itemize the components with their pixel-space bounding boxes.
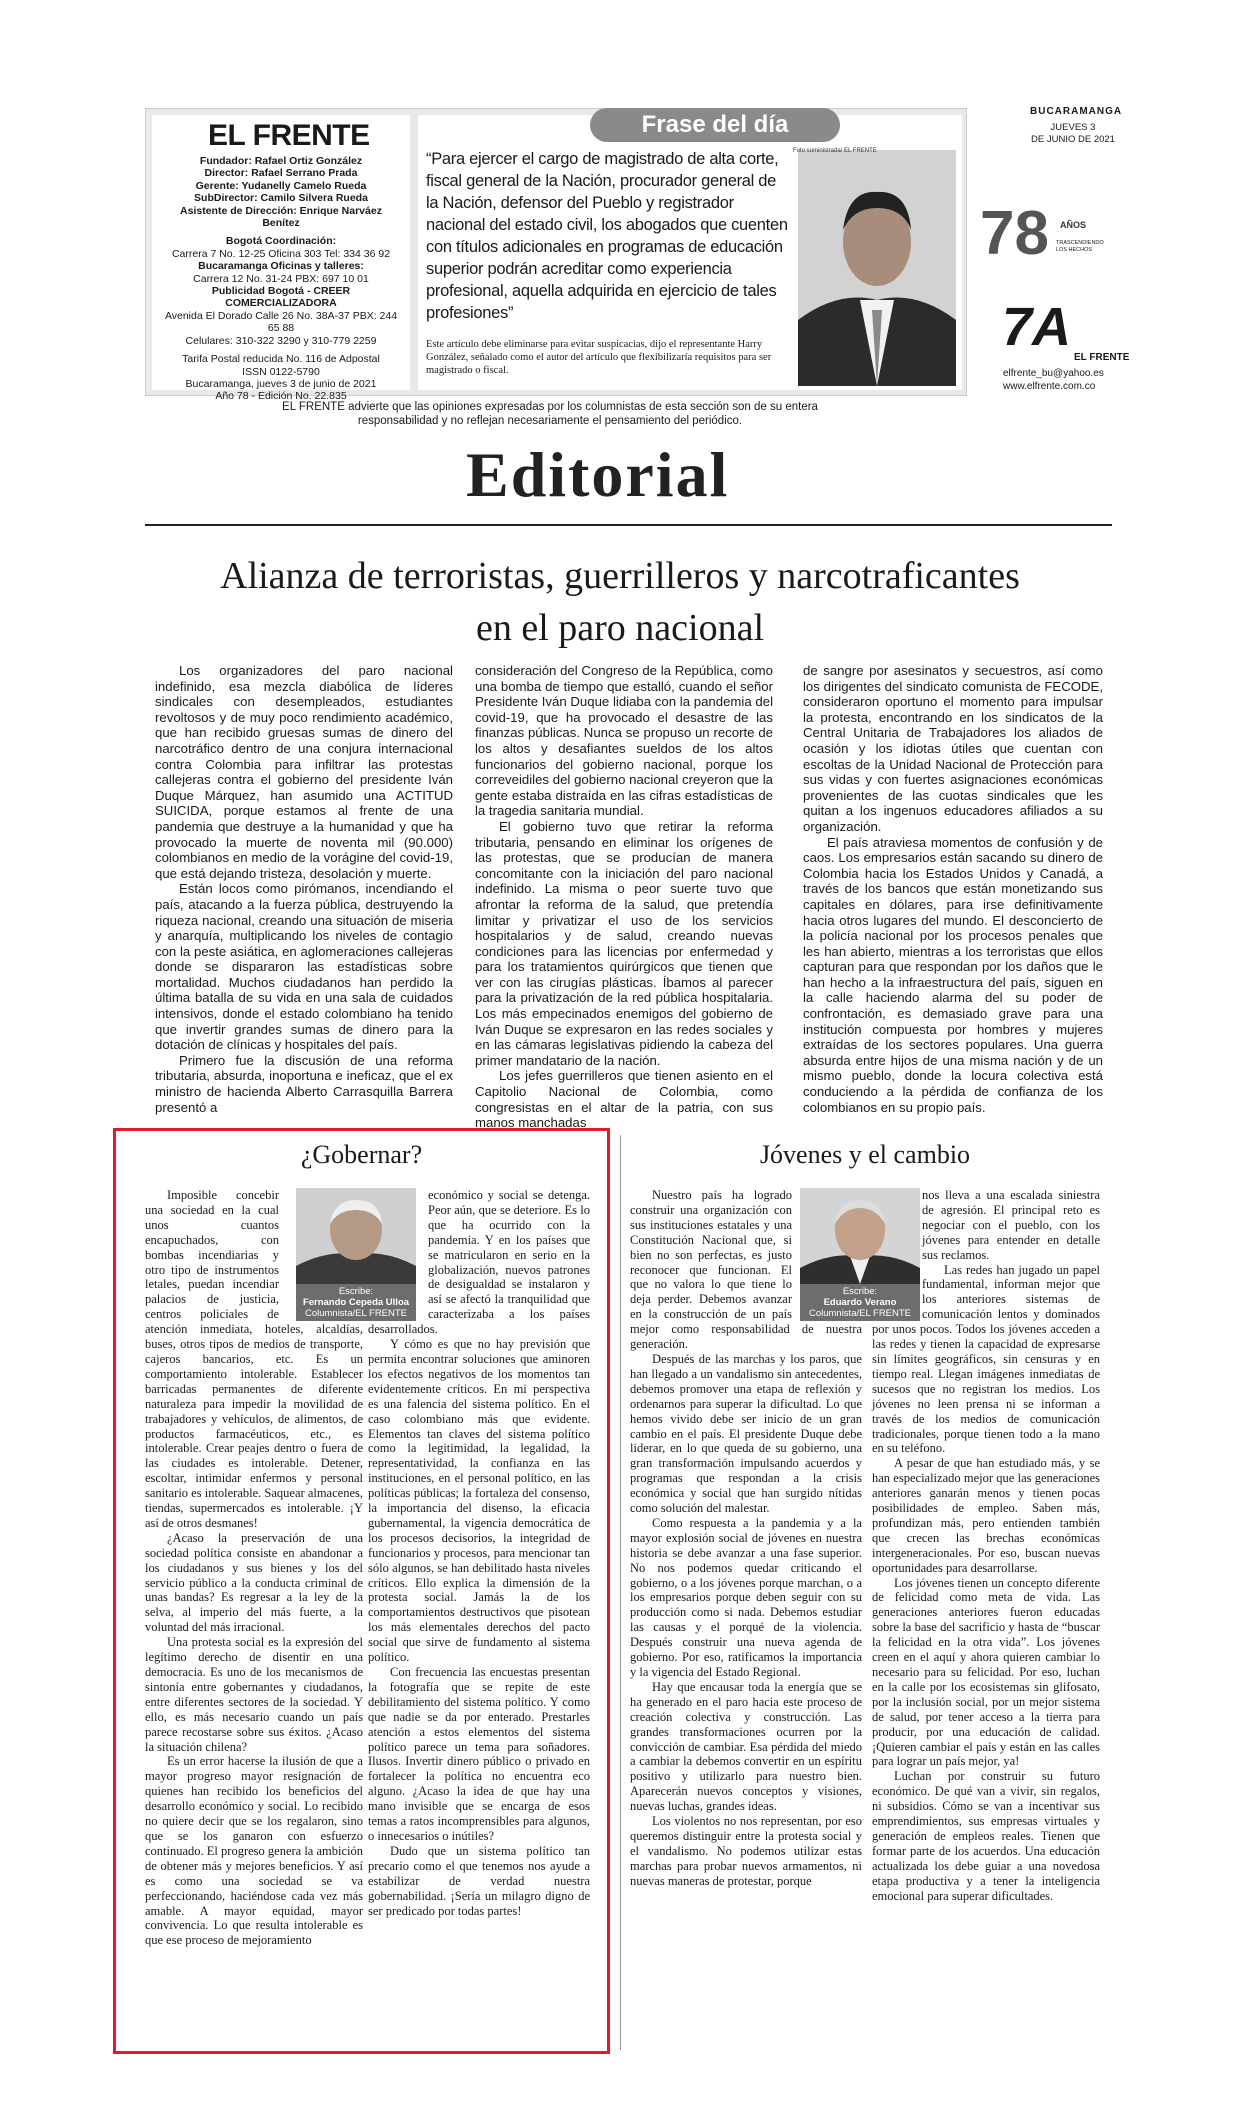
paragraph: Están locos como pirómanos, incendiando el país, atacando a la fuerza pública, destruyendo la riqueza nacional, creando una situación de miseria y anarquía, multiplicando los niveles de contagio con la peste asiática, en aglomeraciones callejeras donde se dispararon las estadísticas sobre mortalidad. Muchos ciudadanos han perdido la última batalla de su vida en una sala de cuidados intensivos, donde el estado colombiano ha tenido que invertir grandes sumas de dinero para la dotación de clínicas y hospitales del país. (155, 881, 453, 1053)
frase-quote: “Para ejercer el cargo de magistrado de alta corte, fiscal general de la Nación, procurador general de la Nación, defensor del Pueblo y registrador nacional del estado civil, los abogados que cuenten con títulos adicionales en programas de educación superior podrán acreditar como experiencia profesional, aquella adquirida en ejercicio de tales profesiones” (426, 150, 788, 322)
meta-line: Bucaramanga, jueves 3 de junio de 2021 (185, 377, 377, 390)
office-line: Avenida El Dorado Calle 26 No. 38A-37 PBX: 244 65 88 (164, 309, 398, 335)
paragraph: consideración del Congreso de la República, como una bomba de tiempo que estalló, cuando el señor Presidente Iván Duque lidiaba con la pandemia del covid-19, que ha provocado el desastre de las finanzas públicas. Nunca se propuso un recorte de los altos y desafiantes sueldos de los altos funcionarios del gobierno nacional, porque los correveidiles del gobierno nacional creyeron que la gente estaba distraída en las cifras estadísticas de la tragedia sanitaria mundial. (475, 663, 773, 819)
column-title: ¿Gobernar? (300, 1140, 423, 1169)
meta-line: Año 78 - Edición No. 22.835 (215, 390, 347, 403)
masthead-info (152, 115, 410, 403)
paragraph: Primero fue la discusión de una reforma tributaria, absurda, inoportuna e ineficaz, que el ex ministro de hacienda Alberto Carrasquilla Barrera presentó a (155, 1052, 453, 1115)
paragraph: ¿Acaso la preservación de una sociedad política consiste en abandonar a los ciudadanos y sus bienes y los del servicio público a la conducta criminal de unas bandas? Es regresar a la ley de la selva, al imperio del más fuerte, a la voluntad del más irracional. (145, 1530, 363, 1635)
staff-line: Gerente: Yudanelly Camelo Rueda (195, 179, 367, 192)
section-title: Editorial (466, 439, 730, 510)
frase-title: Frase del día (590, 108, 840, 142)
anniversary-word: AÑOS (1060, 220, 1087, 230)
office-line: Publicidad Bogotá - CREER COMERCIALIZADORA (211, 285, 351, 310)
paragraph: Los jefes guerrilleros que tienen asiento en el Capitolio Nacional de Colombia, como congresistas en el altar de la patria, con sus manos manchadas (475, 1068, 773, 1131)
paragraph: Los jóvenes tienen un concepto diferente de felicidad como meta de vida. Las generaciones anteriores fueron educadas sobre la base del sacrificio y hasta de “buscar la felicidad en la otra vida”. Los jóvenes creen en el aquí y ahora quieren cambiar lo necesario para su felicidad. Por eso, luchan en la calle por los ecosistemas sin glifosato, por la inclusión social, por un mejor sistema de salud, por tener acceso a la tierra para producir, por una educación de calidad. ¡Quieren cambiar el país y están en las calles para lograr un país mejor, ya! (872, 1575, 1100, 1769)
author-role: Columnista/EL FRENTE (304, 1308, 408, 1319)
date-line: JUEVES 3 (1050, 122, 1096, 133)
paragraph: El país atraviesa momentos de confusión y de caos. Los empresarios están sacando su dinero de Colombia hacia los Estados Unidos y Canadá, a través de los bancos que están monetizando sus capitales en dólares, para irse definitivamente hacia otros lugares del mundo. El desconcierto de la policía nacional por los procesos penales que les han abierto, mientras a los terroristas que ellos capturan para que respondan por los daños que le han hecho a la infraestructura del país, siguen en la calle haciendo alarma del su poder de confrontación, es demasiado grave para una institución compuesta por hombres y mujeres extraídas de los sectores populares. Una guerra absurda entre hijos de una misma nación y de un mismo pueblo, donde la locura colectiva está conduciendo a la pérdida de confianza de los colombianos en su propio país. (803, 834, 1103, 1115)
author-name: Fernando Cepeda Ulloa (302, 1297, 410, 1308)
paragraph: Los violentos no nos representan, por eso queremos distinguir entre la protesta social y el vandalismo. No podemos utilizar estas marchas para probar nuevos armamentos, ni nuevas maneras de protestar, porque (630, 1814, 862, 1888)
editorial-column-3 (803, 663, 1103, 1115)
paragraph: Y cómo es que no hay previsión que permita encontrar soluciones que aminoren los efectos negativos de los momentos tan evidentemente críticos. En mi perspectiva es una falencia del sistema político. En el caso colombiano más que evidente. Elementos tan claves del sistema político como la legitimidad, la legalidad, la representatividad, la confianza en las instituciones, en el personal político, en las políticas públicas; la fortaleza del consenso, la importancia del disenso, la eficacia gubernamental, la vigencia democrática de los procesos decisorios, la integridad de funcionarios y procesos, para mencionar tan sólo algunos, se han debilitado hasta niveles críticos. Ello explica la dimensión de la protesta social. Jamás la de los comportamientos destructivos que pisotean los más elementales derechos del pacto social que sirve de fundamento al sistema político. (368, 1337, 590, 1665)
author-role: Columnista/EL FRENTE (808, 1308, 912, 1319)
paragraph: Imposible concebir una sociedad en la cual unos cuantos encapuchados, con bombas incendiarias y otro tipo de instrumentos letales, puedan incendiar palacios de justicia, centros policiales de atención inmediata, hoteles, alcaldías, buses, otros tipos de medios de transporte, cajeros bancarios, etc. Es un comportamiento intolerable. Establecer barricadas permanentes de diferente naturaleza para impedir la movilidad de trabajadores y vehículos, de alimentos, de productos farmacéuticos, etc., es intolerable. Crear peajes dentro o fuera de las ciudades es intolerable. Detener, escoltar, intimidar enfermos y personal sanitario es intolerable. Saquear almacenes, tiendas, supermercados es intolerable. ¡Y así de otros desmanes! (145, 1188, 363, 1530)
paragraph: nos lleva a una escalada siniestra de agresión. El principal reto es negociar con el pueblo, con los jóvenes para entender en detalle sus reclamos. (922, 1188, 1100, 1262)
paper-name: EL FRENTE (1074, 352, 1130, 363)
paper-email[interactable]: elfrente_bu@yahoo.es (1003, 368, 1104, 379)
frase-note: Este artículo debe eliminarse para evitar suspicacias, dijo el representante Harry González, señalado como el autor del artículo que flexibilizaría requisitos para ser magistrado o fiscal. (426, 339, 772, 376)
anniversary-logo (978, 196, 1108, 266)
office-line: Celulares: 310-322 3290 y 310-779 2259 (185, 334, 377, 347)
date-line: DE JUNIO DE 2021 (1031, 134, 1115, 145)
speaker-photo (798, 150, 956, 386)
paragraph: Dudo que un sistema político tan precario como el que tenemos nos ayude a estabilizar de verdad nuestra gobernabilidad. ¡Sería un milagro digno de ser predicado por todas partes! (368, 1843, 590, 1918)
editorial-column-1 (155, 663, 453, 1115)
paragraph: Las redes han jugado un papel fundamental, informan mejor que los anteriores sistemas de comunicación lentos y dominados por unos pocos. Todos los jóvenes acceden a las redes y tienen la capacidad de expresarse sin límites geográficos, sin censuras y en tiempo real. Llegan imágenes inmediatas de sucesos que no registran los medios. Los jóvenes no leen prensa ni se informan a través de los medios de comunicación tradicionales, porque tienen todo a la mano en su teléfono. (872, 1262, 1100, 1456)
photo-credit: Foto suministrada/ EL FRENTE (793, 148, 877, 154)
column-title: Jóvenes y el cambio (759, 1140, 971, 1169)
edition-city: BUCARAMANGA (1030, 106, 1123, 117)
paragraph: Los organizadores del paro nacional indefinido, esa mezcla diabólica de líderes sindicales con desempleados, estudiantes revoltosos y de muy poco rendimiento académico, que han recibido gruesas sumas de dinero del narcotráfico dentro de una conjura internacional contra Colombia para infiltrar las protestas callejeras contra el gobierno del presidente Iván Duque Márquez, han asumido una ACTITUD SUICIDA, porque estamos al frente de una pandemia que destruye a la humanidad y que ha provocado la muerte de noventa mil (90.000) colombianos en medio de la vorágine del covid-19, que está dejando tristeza, desolación y muerte. (155, 663, 453, 881)
anniversary-tag: TRASCENDIENDO LOS HECHOS (1056, 240, 1104, 253)
paragraph: Hay que encausar toda la energía que se ha generado en el paro hacia este proceso de creación colectiva y construcción. Las grandes transformaciones ocurren por la convicción de cambiar. Esa pérdida del miedo a cambiar la debemos convertir en un espíritu positivo y utilizarlo para nuestro bien. Aparecerán nuevos conceptos y visiones, nuevas luchas, grandes ideas. (630, 1679, 862, 1814)
author-name: Eduardo Verano (823, 1297, 897, 1308)
staff-line: Fundador: Rafael Ortiz González (199, 155, 363, 167)
caption-label: Escribe: (338, 1286, 374, 1297)
editorial-headline: Alianza de terroristas, guerrilleros y narcotraficantes en el paro nacional (220, 555, 1020, 649)
paragraph: A pesar de que han estudiado más, y se han especializado mejor que las generaciones anteriores ganarán menos y tienen pocas posibilidades de empleo. Saben más, profundizan más, pero entienden también que crecen las brechas económicas intergeneracionales. Por eso, buscan nuevas oportunidades para desarrollarse. (872, 1456, 1100, 1575)
paper-website[interactable]: www.elfrente.com.co (1003, 381, 1096, 392)
opinion-right-column-1 (630, 1188, 862, 1889)
page-number: 7A (1002, 297, 1072, 357)
caption-label: Escribe: (842, 1286, 878, 1297)
edition-date (1028, 122, 1118, 146)
staff-line: Director: Rafael Serrano Prada (204, 167, 358, 180)
editorial-column-2 (475, 663, 773, 1131)
anniversary-number: 78 (980, 199, 1049, 266)
opinion-left-column-1 (145, 1188, 363, 1948)
office-line: Carrera 7 No. 12-25 Oficina 303 Tel: 334 36 92 (171, 247, 391, 260)
staff-line: SubDirector: Camilo Silvera Rueda (194, 192, 368, 205)
office-line: Carrera 12 No. 31-24 PBX: 697 10 01 (193, 272, 369, 285)
opinion-left-column-2 (368, 1188, 590, 1918)
office-line: Bucaramanga Oficinas y talleres: (198, 260, 364, 273)
meta-line: Tarifa Postal reducida No. 116 de Adpostal (182, 353, 380, 366)
column-divider (620, 1135, 621, 2050)
newspaper-logo: EL FRENTE (208, 119, 370, 152)
paragraph: Una protesta social es la expresión del legítimo derecho de disentir en una democracia. Es uno de los mecanismos de sintonía entre gobernantes y ciudadanos, entre diferentes sectores de la sociedad. Y ello, es más necesario cuando un país parece recostarse sobre sus éxitos. ¿Acaso la situación chilena? (145, 1635, 363, 1754)
paragraph: Luchan por construir su futuro económico. De qué van a vivir, sin regalos, ni subsidios. Cómo se van a incentivar sus emprendimientos, sus empresas virtuales y generación de empleos reales. Tienen que formar parte de los acuerdos. Una educación actualizada los debe guiar a una novedosa etapa productiva y a tener la inteligencia emocional para superar dificultades. (872, 1769, 1100, 1903)
section-divider (145, 524, 1112, 526)
paragraph: Es un error hacerse la ilusión de que a mayor progreso mayor resignación de quienes han recibido los beneficios del desarrollo económico y social. Lo recibido no quiere decir que se los regalaron, sino que se los ganaron con esfuerzo continuado. El progreso genera la ambición de obtener más y mejores beneficios. Y así es como una sociedad se va perfeccionando, haciéndose cada vez más amable. A mayor equidad, mayor convivencia. Lo que resulta intolerable es que ese proceso de mejoramiento (145, 1754, 363, 1948)
paragraph: Con frecuencia las encuestas presentan la fotografía que se repite de este debilitamiento del sistema político. Y como que nadie se da por enterado. Prestarles atención a estos elementos del sistema político parece un tema para soñadores. Ilusos. Invertir dinero público o privado en fortalecer la política no encuentra eco alguno. ¿Acaso la idea de que hay una mano invisible que se encarga de esos temas a ratos incomprensibles para algunos, o innecesarios o inútiles? (368, 1665, 590, 1843)
staff-line: Asistente de Dirección: Enrique Narváez Benítez (180, 204, 382, 230)
office-line: Bogotá Coordinación: (225, 235, 337, 248)
paragraph: económico y social se detenga. Peor aún, que se deteriore. Es lo que ha ocurrido con la pandemia. Y en los países que se matricularon en serio en la globalización, nuevos patrones de desigualdad se instalaron y así se afectó la tranquilidad que caracterizaba a los países desarrollados. (368, 1188, 590, 1337)
disclaimer: EL FRENTE advierte que las opiniones expresadas por los columnistas de esta sección son de su entera responsabilidad y no reflejan necesariamente el pensamiento del periódico. (282, 401, 818, 427)
paragraph: Después de las marchas y los paros, que han llegado a un vandalismo sin antecedentes, debemos promover una etapa de reflexión y ordenarnos para superar la dificultad. Lo que hemos vivido debe ser inicio de un gran cambio en el país. El presidente Duque debe liderar, en lo que queda de su gobierno, una gran transformación impulsando acuerdos y programas que respondan a la crisis económica y social que han surgido nítidas como solución del malestar. (630, 1351, 862, 1516)
paragraph: de sangre por asesinatos y secuestros, así como los dirigentes del sindicato comunista de FECODE, consideraron oportuno el momento para impulsar la protesta, encontrando en los sindicatos de la Central Unitaria de Trabajadores los aliados de ocasión y los idiotas útiles que cuentan con escoltas de la Unidad Nacional de Protección para sus vidas y con fuertes asignaciones económicas provenientes de las cuotas sindicales que les quitan a los ingenuos educadores afiliados a su organización. (803, 663, 1103, 834)
paragraph: Nuestro país ha logrado construir una organización con sus instituciones estatales y una Constitución Nacional que, si bien no son perfectas, es justo reconocer que funcionan. El que no valora lo que tiene lo deja perder. Debemos avanzar en la construcción de un país mejor como responsabilidad de nuestra generación. (630, 1188, 862, 1352)
meta-line: ISSN 0122-5790 (242, 365, 320, 378)
opinion-right-column-2 (872, 1188, 1100, 1904)
paragraph: Como respuesta a la pandemia y a la mayor explosión social de jóvenes en nuestra historia se debe avanzar a una fase superior. No nos podemos quedar criticando el gobierno, o a los jóvenes porque marchan, o a los empresarios porque deben seguir con su producción como si nada. Debemos estudiar las causas y el porqué de la violencia. Después construir una nueva agenda de gobierno. Por eso, ratificamos la importancia y la vigencia del Estado Regional. (630, 1515, 862, 1679)
paragraph: El gobierno tuvo que retirar la reforma tributaria, pensando en eliminar los orígenes de las protestas, que se producían de manera concomitante con la iniciación del paro nacional indefinido. La misma o peor suerte tuvo que afrontar la reforma de la salud, que pretendía limitar y privatizar el uso de los servicios hospitalarios y de salud, creando nuevas condiciones para las licencias por enfermedad y para los tratamientos quirúrgicos que tienen que ver con las cirugías plásticas. Íbamos al parecer para la privatización de la red pública hospitalaria. Los más empecinados enemigos del gobierno de Iván Duque se expresaron en las redes sociales y en las cámaras legislativas pidiendo la cabeza del primer mandatario de la nación. (475, 818, 773, 1068)
